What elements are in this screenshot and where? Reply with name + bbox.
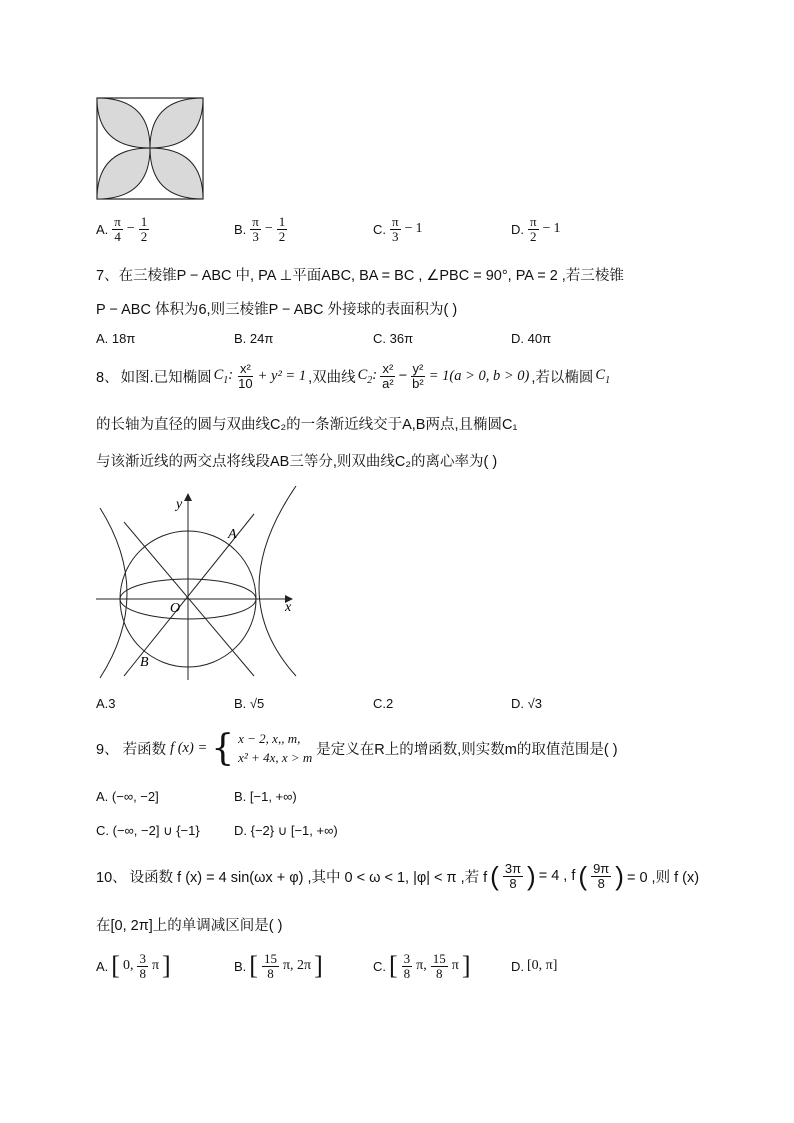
- q7-option-d[interactable]: D. 40π: [511, 331, 552, 346]
- q8-stem-line1: 8、 如图.已知椭圆 $C_1$: $\frac{\text{x²}}{10}$ + y² = 1 ,双曲线 $C_2$: $\frac{\text{x²}}{\text{a²}}$ − $\frac{\text{y²}}{\text{b²}}$ = 1(a > 0, b > 0) ,若以椭圆 $C_1$: [96, 361, 611, 391]
- q8-option-b[interactable]: B. √5: [234, 696, 265, 711]
- q8-stem-line3: 与该渐近线的两交点将线段AB三等分,则双曲线C₂的离心率为( ): [96, 454, 498, 470]
- q9-stem: 9、 若函数 f (x) = { x − 2, x,, m, x² + 4x, x > m 是定义在R上的增函数,则实数m的取值范围是( ): [96, 727, 618, 769]
- ellipse-hyperbola-figure: [96, 484, 306, 680]
- q7-option-a[interactable]: A. 18π: [96, 331, 136, 346]
- q10-option-d[interactable]: D. [0, π]: [511, 958, 558, 974]
- q9-option-a[interactable]: A. (−∞, −2]: [96, 789, 159, 804]
- petal-square-figure: [96, 97, 204, 200]
- q10-option-a[interactable]: A. [ 0, $\frac{3}{8}$ π ]: [96, 951, 171, 981]
- q7-option-b[interactable]: B. 24π: [234, 331, 274, 346]
- q8-stem-line2: 的长轴为直径的圆与双曲线C₂的一条渐近线交于A,B两点,且椭圆C₁: [96, 417, 518, 433]
- q6-option-b[interactable]: B. $\frac{\pi}{3}$ − $\frac{1}{2}$: [234, 214, 286, 244]
- point-b-label: B: [140, 655, 149, 670]
- q7-stem-line2: P − ABC 体积为6,则三棱锥P − ABC 外接球的表面积为( ): [96, 302, 458, 318]
- origin-label: O: [170, 601, 181, 616]
- q8-option-c[interactable]: C.2: [373, 696, 394, 711]
- q8-option-d[interactable]: D. √3: [511, 696, 542, 711]
- point-a-label: A: [228, 527, 237, 542]
- q7-option-c[interactable]: C. 36π: [373, 331, 414, 346]
- q6-option-a[interactable]: A. $\frac{\pi}{4}$ − $\frac{1}{2}$: [96, 214, 148, 244]
- q9-option-b[interactable]: B. [−1, +∞): [234, 789, 297, 804]
- q10-option-b[interactable]: B. [ $\frac{15}{8}$ π, 2π ]: [234, 951, 323, 981]
- q10-stem-line2: 在[0, 2π]上的单调减区间是( ): [96, 918, 283, 934]
- x-axis-label: x: [285, 600, 292, 615]
- q8-option-a[interactable]: A.3: [96, 696, 116, 711]
- q9-option-c[interactable]: C. (−∞, −2] ∪ {−1}: [96, 823, 200, 838]
- q9-option-d[interactable]: D. {−2} ∪ [−1, +∞): [234, 823, 338, 838]
- q10-option-c[interactable]: C. [ $\frac{3}{8}$ π, $\frac{15}{8}$ π ]: [373, 951, 471, 981]
- q6-option-d[interactable]: D. $\frac{\pi}{2}$ − 1: [511, 214, 561, 244]
- y-axis-label: y: [176, 497, 183, 512]
- q6-option-c[interactable]: C. $\frac{\pi}{3}$ − 1: [373, 214, 423, 244]
- q7-stem-line1: 7、在三棱锥P − ABC 中, PA ⊥平面ABC, BA = BC , ∠PBC = 90°, PA = 2 ,若三棱锥: [96, 268, 624, 284]
- q10-stem-line1: 10、 设函数 f (x) = 4 sin(ωx + φ) ,其中 0 < ω < 1, |φ| < π ,若 f ( $\frac{3\pi}{8}$ ) = 4 , f ( $\frac{9\pi}{8}$ ) = 0 ,则 f (x): [96, 861, 700, 892]
